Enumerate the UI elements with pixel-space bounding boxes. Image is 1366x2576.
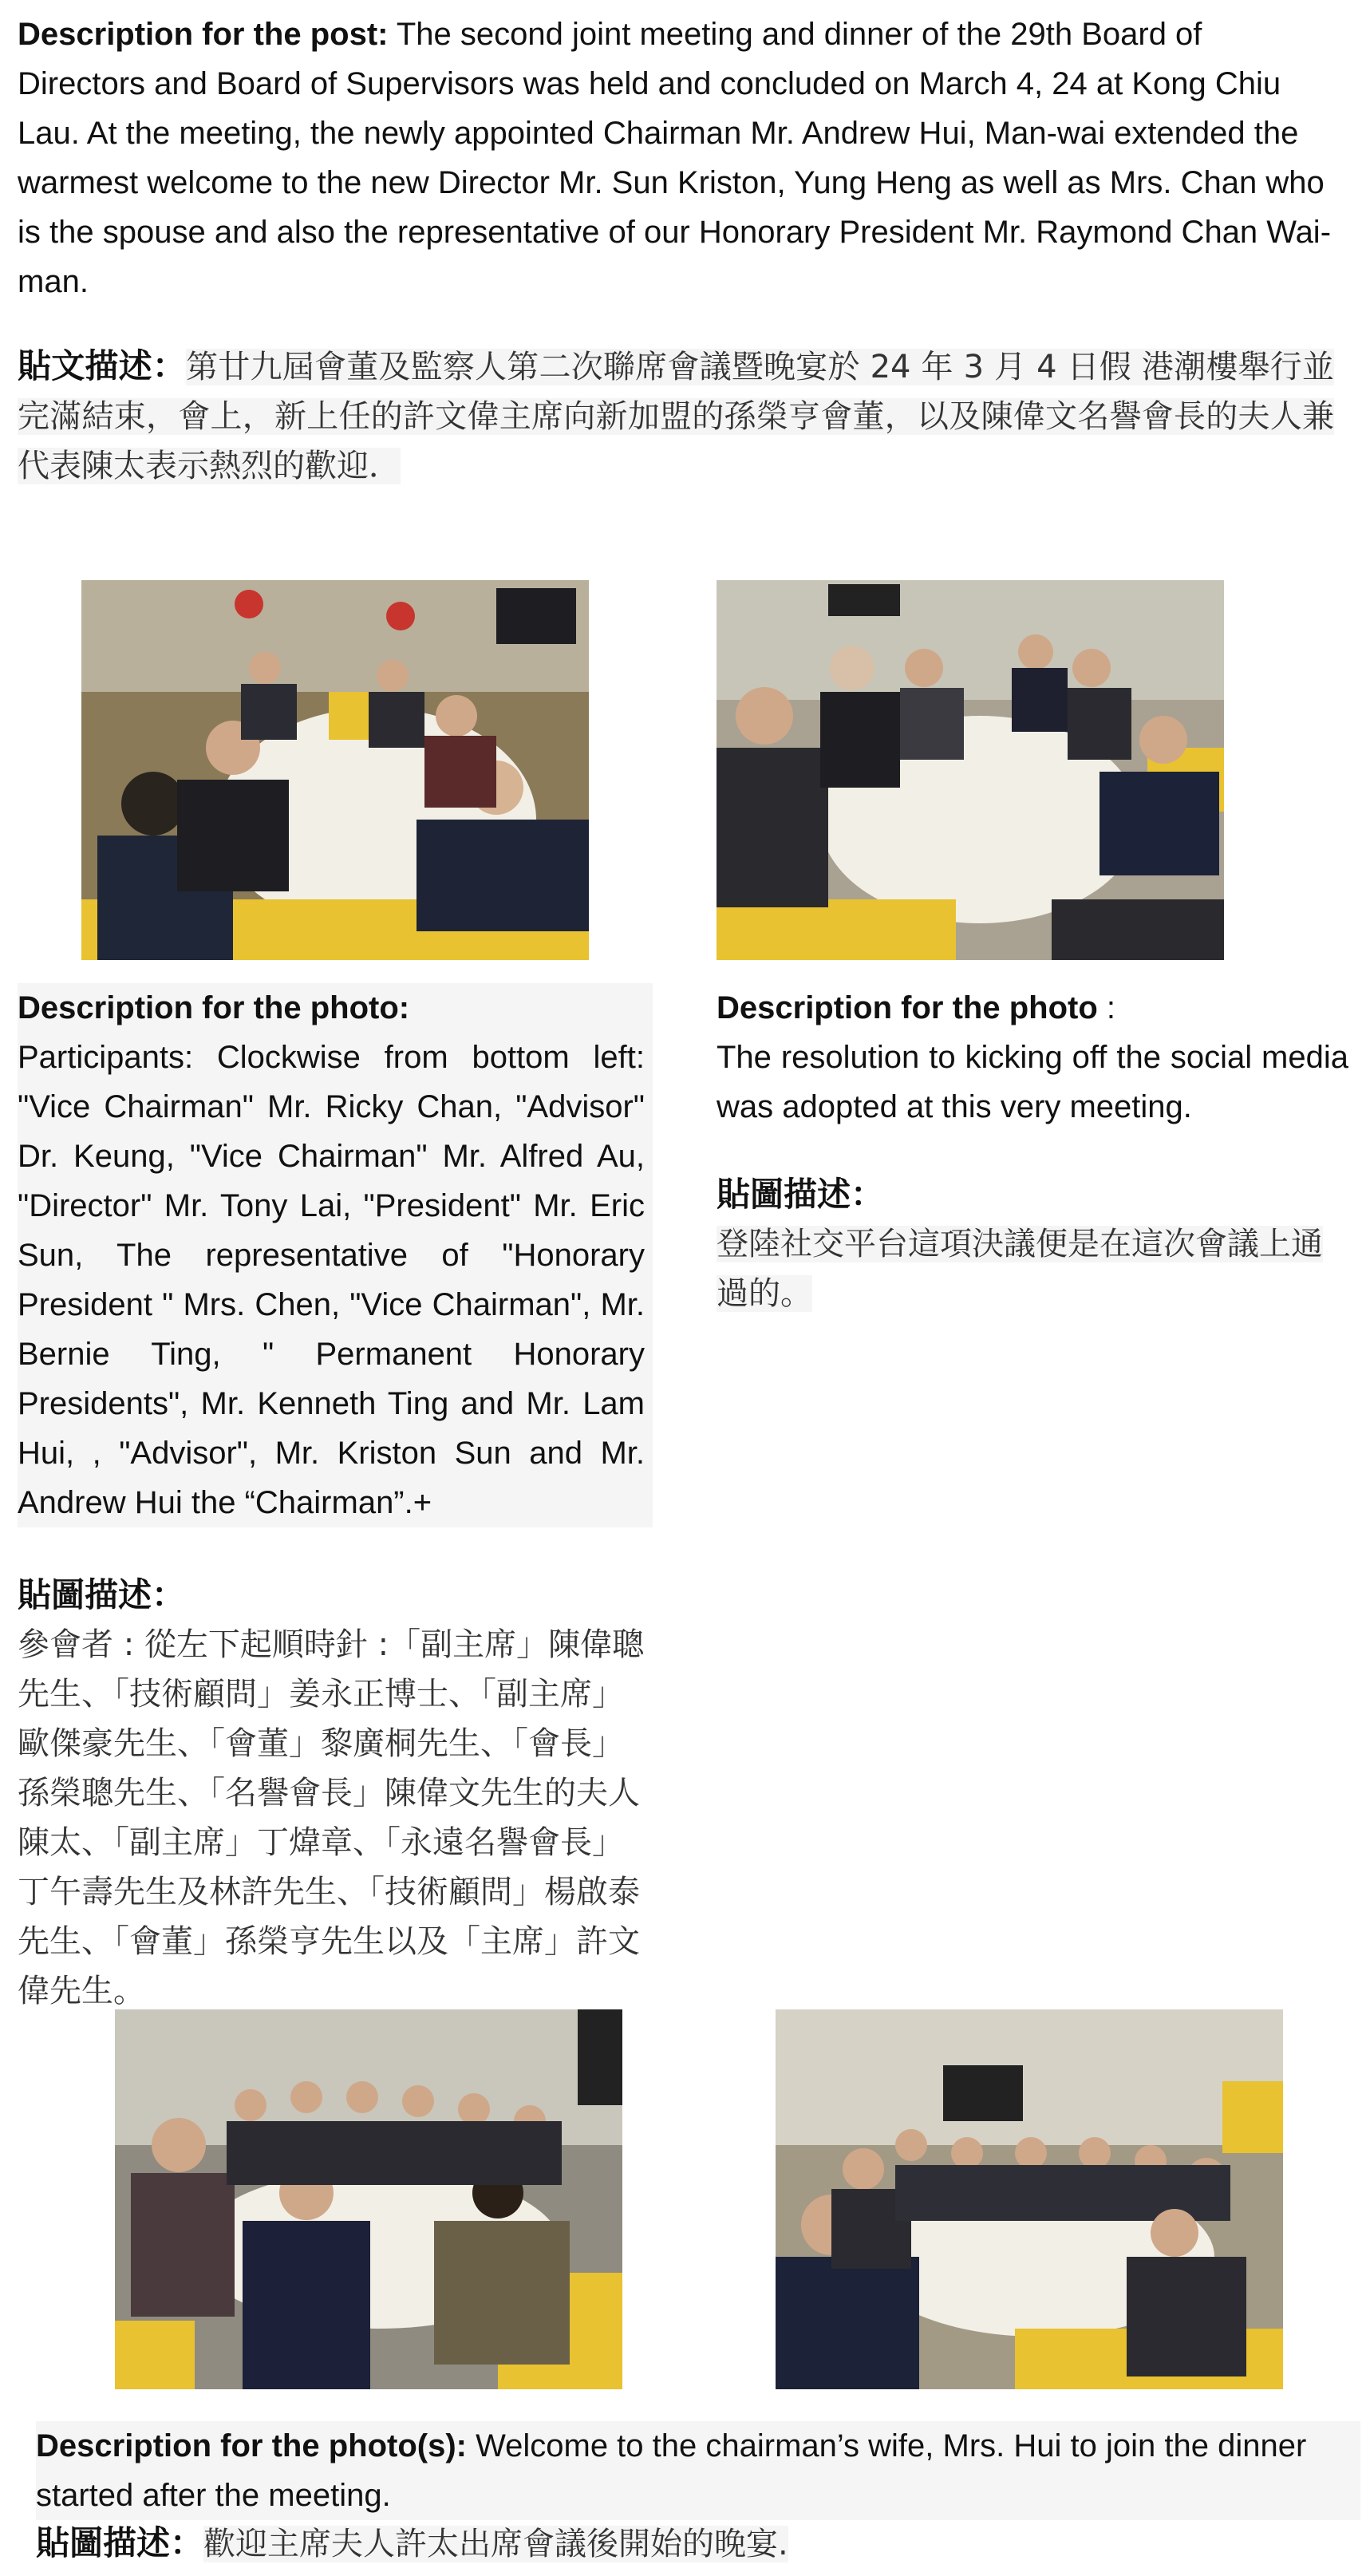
photo-2-description-zh-heading: 貼圖描述： <box>717 1175 885 1214</box>
photos-3-4-description-heading: Description for the photo(s): <box>36 2428 467 2463</box>
photo-2-description <box>717 983 1348 1132</box>
post-description-zh-body: 第廿九屆會董及監察人第二次聯席會議暨晚宴於 24 年 3 月 4 日假 港潮樓舉行並完滿結束，會上，新上任的許文偉主席向新加盟的孫榮亨會董，以及陳偉文名譽會長的夫人兼代表陳太表示熱烈的歡迎． <box>18 349 1334 484</box>
photo-2-description-zh-body: 登陸社交平台這項決議便是在這次會議上通過的。 <box>717 1226 1323 1312</box>
photo-1-description-body: Participants: Clockwise from bottom left: "Vice Chairman" Mr. Ricky Chan, "Advisor" Dr. Keung, "Vice Chairman" Mr. Alfred Au, "Director" Mr. Tony Lai, "President" Mr. Eric Sun, The representative of "Honorary President " Mrs. Chen, "Vice Chairman", Mr. Bernie Ting, " Permanent Honorary Presidents", Mr. Kenneth Ting and Mr. Lam Hui, , "Advisor", Mr. Kriston Sun and Mr. Andrew Hui the “Chairman”.+ <box>18 1040 645 1520</box>
photos-3-4-description <box>36 2421 1360 2520</box>
photo-1-description-zh-line: 先生、「技術顧問」姜永正博士、「副主席」 <box>18 1676 624 1713</box>
photo-2-description-body: The resolution to kicking off the social media was adopted at this very meeting. <box>717 1040 1348 1124</box>
photo-1-description-zh-line: 歐傑豪先生、「會董」黎廣桐先生、「會長」 <box>18 1725 624 1762</box>
photos-3-4-description-zh <box>36 2519 1360 2569</box>
photo-1-description-zh-line: 偉先生。 <box>18 1973 145 2009</box>
photo-1-description-zh-line: 參會者 : 從左下起順時針 :「副主席」陳偉聰 <box>18 1626 645 1663</box>
dinner-photo-4 <box>776 2009 1283 2389</box>
meeting-photo-2 <box>717 580 1224 960</box>
photo-2-description-zh <box>717 1170 1348 1318</box>
photo-2-description-heading: Description for the photo <box>717 990 1098 1025</box>
photo-2-description-colon: : <box>1097 990 1115 1025</box>
photo-1-description-zh-line: 陳太、「副主席」丁煒章、「永遠名譽會長」 <box>18 1824 624 1861</box>
meeting-photo-1 <box>81 580 589 960</box>
post-description-body: The second joint meeting and dinner of the 29th Board of Directors and Board of Supervisors was held and concluded on March 4, 24 at Kong Chiu Lau. At the meeting, the newly appointed Chairman Mr. Andrew Hui, Man-wai extended the warmest welcome to the new Director Mr. Sun Kriston, Yung Heng as well as Mrs. Chan who is the spouse and also the representative of our Honorary President Mr. Raymond Chan Wai-man. <box>18 17 1332 299</box>
photos-3-4-description-zh-heading: 貼圖描述： <box>36 2523 204 2562</box>
post-description-zh-heading: 貼文描述： <box>18 346 187 385</box>
photo-1-description-zh-line: 先生、「會董」孫榮亨先生以及「主席」許文 <box>18 1923 640 1960</box>
photo-1-description-zh <box>18 1570 648 2016</box>
photo-1-description-zh-line: 丁午壽先生及林許先生、「技術顧問」楊啟泰 <box>18 1874 640 1910</box>
post-description-heading: Description for the post: <box>18 17 389 52</box>
dinner-photo-3 <box>115 2009 622 2389</box>
post-description-zh <box>18 342 1334 491</box>
post-description <box>18 10 1334 306</box>
photo-1-description-zh-heading: 貼圖描述： <box>18 1575 186 1614</box>
photo-1-description-zh-line: 孫榮聰先生、「名譽會長」陳偉文先生的夫人 <box>18 1775 640 1811</box>
photo-1-description <box>18 983 653 1527</box>
photos-3-4-description-zh-body: 歡迎主席夫人許太出席會議後開始的晚宴. <box>203 2526 788 2562</box>
photo-1-description-heading: Description for the photo: <box>18 990 410 1025</box>
photos-3-4-description-body: Welcome to the chairman’s wife, Mrs. Hui to join the dinner started after the meeting. <box>36 2428 1307 2513</box>
